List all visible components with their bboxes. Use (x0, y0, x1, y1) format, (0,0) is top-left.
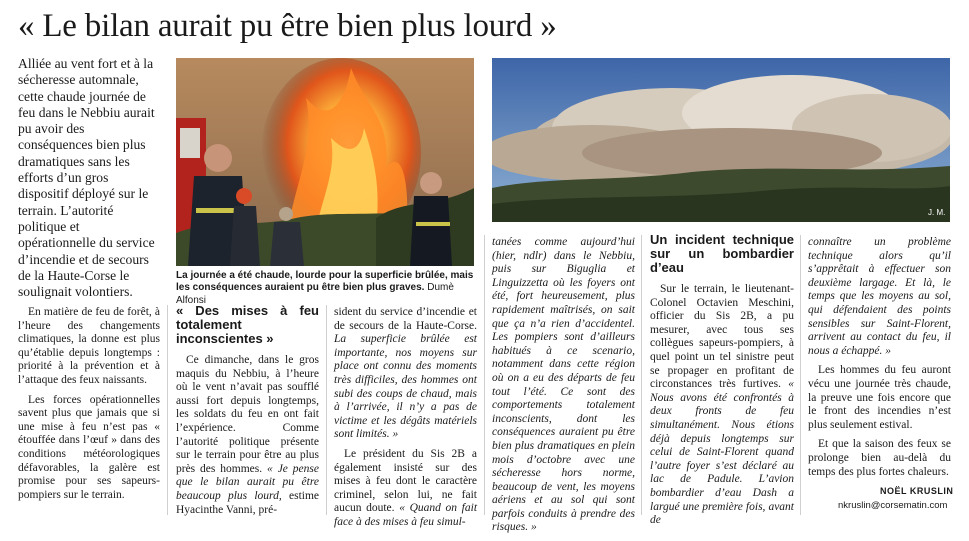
headline: « Le bilan aurait pu être bien plus lourd » (18, 8, 557, 44)
text: Ce dimanche, dans le gros maquis du Nebbiu, à l’heure où le vent n’avait pas soufflé aussi fort depuis longtemps, les soldats du feu en ont fait l’expérience. Comme l’autorité politique présente sur le terrain pour être au plus près des hommes. (176, 354, 319, 475)
smoke-image (492, 58, 950, 222)
photo-smoke (492, 58, 950, 222)
text: Le président du Sis 2B a également insisté sur des mises à feu dont le caractère criminel, selon lui, ne fait aucun doute. (334, 447, 477, 515)
caption-text: La journée a été chaude, lourde pour la superficie brûlée, mais les conséquences auraient pu être bien plus graves. (176, 270, 474, 294)
paragraph (176, 354, 319, 517)
paragraph: Et que la saison des feux se prolonge bien au-delà du temps des plus fortes chaleurs. (808, 438, 951, 478)
text: estime Hyacinthe Vanni, pré- (176, 489, 320, 516)
column-divider (326, 305, 327, 515)
author-email[interactable]: nkruslin@corsematin.com (838, 500, 948, 511)
column-1 (18, 306, 160, 508)
firefighters-image (176, 58, 474, 266)
photo-credit-right: J. M. (928, 208, 946, 217)
quote: La superficie brûlée est importante, nos moyens sur place ont connu des moments très difficiles, des hommes ont subi des coups de chaud, mais à l’arrivée, il n’y a pas de victime et les dégâts matériels sont limités. » (334, 333, 477, 441)
column-6 (808, 236, 951, 485)
column-3 (334, 306, 477, 536)
photo-caption (176, 270, 474, 307)
column-4 (492, 236, 635, 541)
photo-firefighters (176, 58, 474, 266)
lead-paragraph: Alliée au vent fort et à la sécheresse automnale, cette chaude journée de feu dans le Nebbiu aurait pu avoir des conséquences bien plus dramatiques sans les efforts d’un gros dispositif déployé sur le terrain. L’autorité politique et opérationnelle du service d’incendie et de secours de la Haute-Corse le soulignait volontiers. (18, 56, 155, 300)
paragraph: En matière de feu de forêt, à l’heure des changements climatiques, la donne est plus qu’établie depuis longtemps : priorité à la prévention et à l’attaque des feux naissants. (18, 306, 160, 386)
text: sident du service d’incendie et de secours de la Haute-Corse. (334, 306, 477, 332)
column-divider (641, 235, 642, 515)
paragraph (334, 306, 477, 442)
subheading: Un incident technique sur un bombardier d’eau (650, 232, 794, 275)
byline: NOËL KRUSLIN (880, 486, 954, 496)
column-divider (167, 305, 168, 515)
subheading: « Des mises à feu totalement inconscientes » (176, 303, 319, 346)
column-divider (800, 235, 801, 515)
paragraph: Les hommes du feu auront vécu une journée très chaude, la preuve une fois encore que le front des incendies n’est plus seulement estival. (808, 364, 951, 431)
column-2 (176, 304, 319, 523)
paragraph (650, 283, 794, 528)
quote: tanées comme aujourd’hui (hier, ndlr) dans le Nebbiu, puis sur Biguglia et Linguizzetta où les foyers ont été, fort heureusement, plus rapidement maîtrisés, on sait que ça n’a rien d’accidentel. Les pompiers sont d’ailleurs habitués à ce scenario, notamment dans cette région où on a eu des départs de feu tout l’été. Ce sont des comportements totalement inconscients, dont les conséquences auraient pu être bien plus dramatiques en plein mois d’octobre avec une sécheresse hors norme, beaucoup de vent, les moyens aériens et au sol qui sont parfois conduits à prendre des risques. » (492, 236, 635, 534)
paragraph: Les forces opérationnelles savent plus que jamais que si une mise à feu n’est pas « étouffée dans l’œuf » dans des conditions météorologiques défavorables, la galère est promise pour ses sapeurs-pompiers sur le terrain. (18, 393, 160, 501)
quote: « Nous avons été confrontés à deux fronts de feu simultanément. Nous étions déjà depuis longtemps sur celui de Saint-Florent quand l’autre foyer s’est déclaré au lac de Padule. L’avion bombardier d’eau Dash a largué une première fois, avant de (650, 378, 794, 527)
photo-credit: Dumè Alfonsi (176, 282, 454, 306)
quote: « Je pense que le bilan aurait pu être beaucoup plus lourd, (176, 462, 319, 502)
quote: « Quand on fait face à des mises à feu simul- (334, 502, 478, 528)
column-divider (484, 235, 485, 515)
quote: connaître un problème technique alors qu’il s’apprêtait à effectuer son deuxième largage. Et là, le temps que les moyens au sol, qui défendaient des points sensibles sur Saint-Florent, arrivent au contact du feu, il nous a échappé. » (808, 236, 951, 357)
column-5 (650, 233, 794, 534)
text: Sur le terrain, le lieutenant-Colonel Octavien Meschini, officier du Sis 2B, a pu mesurer, avec tous ses collègues sapeurs-pompiers, à quel point un tel sinistre peut se propager en profitant de circonstances très furtives. (650, 283, 794, 391)
paragraph (334, 448, 477, 530)
